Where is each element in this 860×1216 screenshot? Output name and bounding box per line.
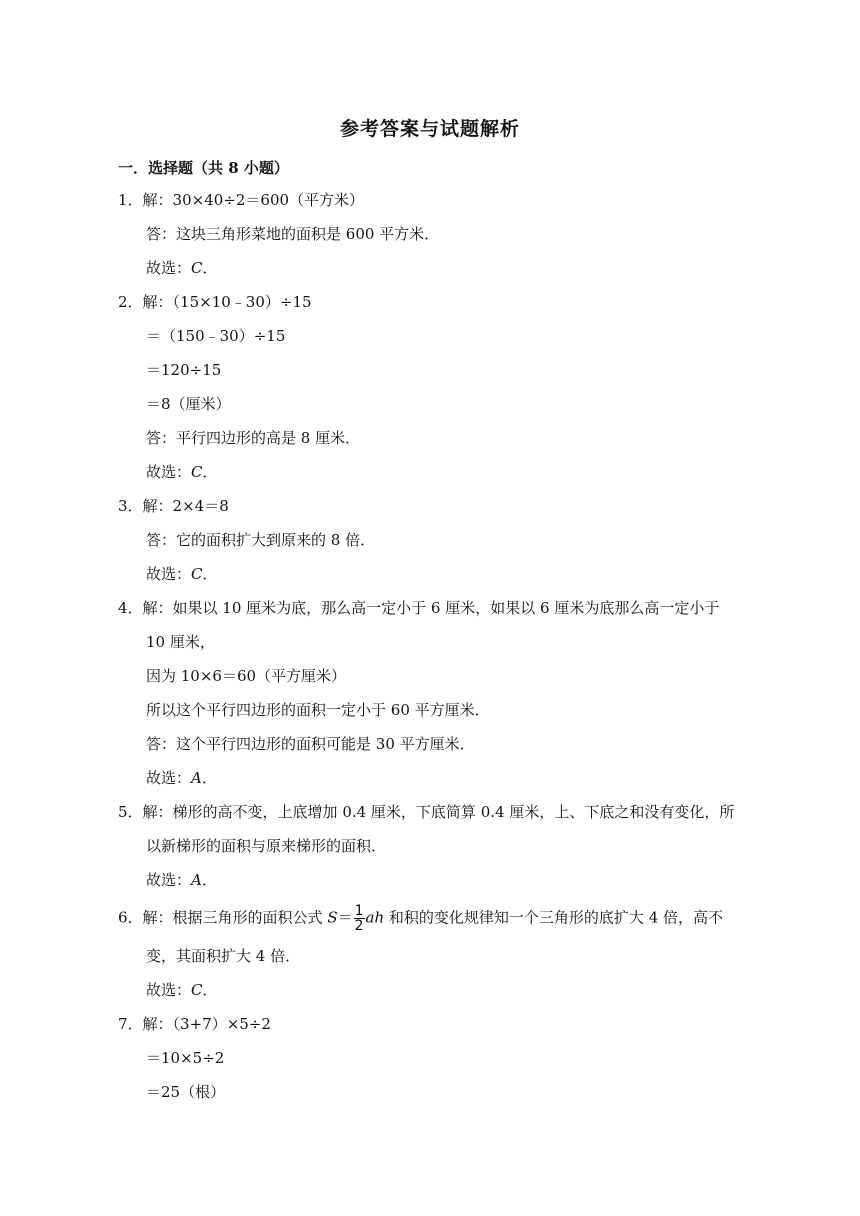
q6-solution-cont: 变，其面积扩大 4 倍． [146,947,301,965]
page-title: 参考答案与试题解析 [339,118,520,140]
q1-choice: 故选：C． [146,259,218,277]
q4-choice: 故选：A． [146,769,217,787]
q3-solution: 3．解：2×4＝8 [118,497,229,515]
q6-choice: 故选：C． [146,981,218,999]
q1-solution: 1．解：30×40÷2＝600（平方米） [118,191,365,209]
q2-step-3: ＝8（厘米） [146,395,231,413]
q5-solution-cont: 以新梯形的面积与原来梯形的面积． [146,837,387,855]
q2-choice: 故选：C． [146,463,218,481]
q1-answer: 答：这块三角形菜地的面积是 600 平方米． [146,225,440,243]
q6-solution: 6．解：根据三角形的面积公式 S＝ $\frac{1}{2}$ ah 和积的变化规律知一个三角形的底扩大 4 倍，高不 [118,903,724,934]
formula-fraction: $\frac{1}{2}$ [354,903,364,934]
q7-step-2: ＝25（根） [146,1083,226,1101]
q7-solution: 7．解：（3+7）×5÷2 [118,1015,271,1033]
q3-answer: 答：它的面积扩大到原来的 8 倍． [146,531,376,549]
section-heading: 一．选择题（共 8 小题） [118,159,289,177]
q4-solution: 4．解：如果以 10 厘米为底，那么高一定小于 6 厘米，如果以 6 厘米为底那么高一定小于 [118,599,720,617]
q2-step-1: ＝（150﹣30）÷15 [146,327,286,345]
q4-answer: 答：这个平行四边形的面积可能是 30 平方厘米． [146,735,475,753]
q2-solution: 2．解：（15×10﹣30）÷15 [118,293,312,311]
q5-solution: 5．解：梯形的高不变，上底增加 0.4 厘米，下底简算 0.4 厘米，上、下底之和没有变化，所 [118,803,735,821]
q4-step-2: 所以这个平行四边形的面积一定小于 60 平方厘米． [146,701,490,719]
q2-step-2: ＝120÷15 [146,361,222,379]
q2-answer: 答：平行四边形的高是 8 厘米． [146,429,361,447]
q5-choice: 故选：A． [146,871,217,889]
q7-step-1: ＝10×5÷2 [146,1049,225,1067]
q4-step-1: 因为 10×6＝60（平方厘米） [146,667,347,685]
q3-choice: 故选：C． [146,565,218,583]
q4-solution-cont: 10 厘米， [146,633,215,651]
